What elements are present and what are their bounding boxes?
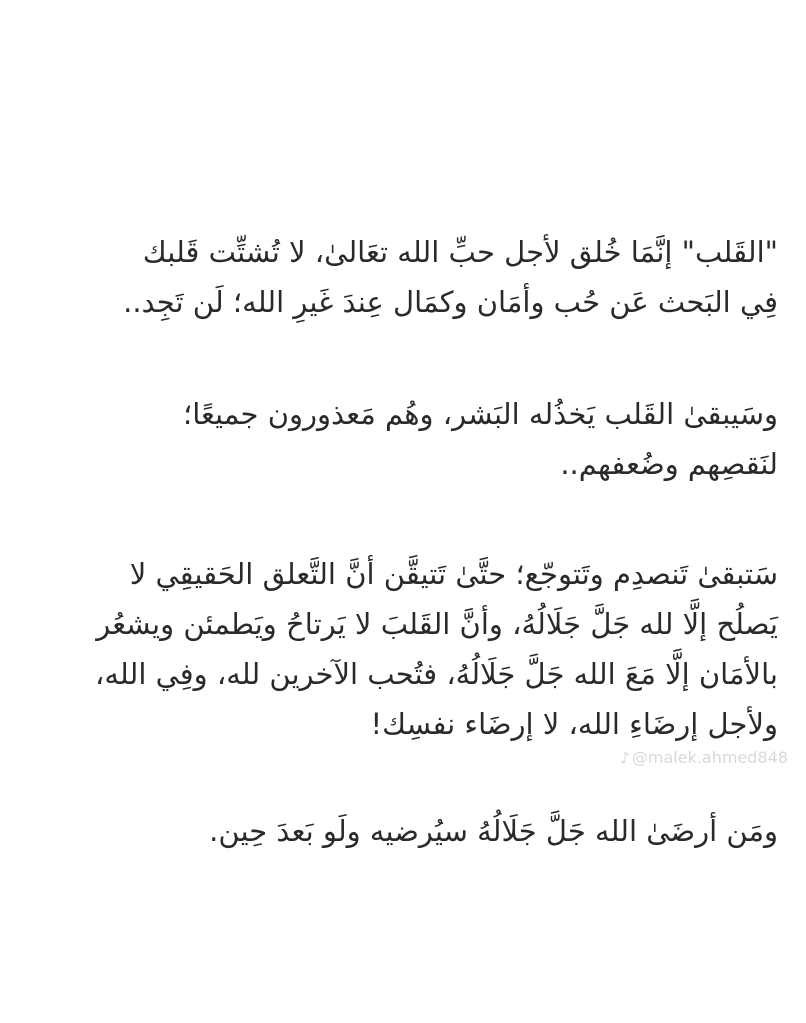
text-line: لنَقصِهم وضُعفهم.. <box>560 447 778 481</box>
paragraph-3 <box>18 549 778 749</box>
text-line: بالأمَان إلَّا مَعَ الله جَلَّ جَلَالُهُ، فتُحب الآخرين لله، وفِي الله، <box>94 657 778 691</box>
text-line: ولأجل إرضَاءِ الله، لا إرضَاء نفسِك! <box>370 707 778 741</box>
paragraph-4 <box>18 806 778 856</box>
watermark-handle: @malek.ahmed848 <box>631 748 788 767</box>
text-line: وسَيبقىٰ القَلب يَخذُله البَشر، وهُم مَعذورون جميعًا؛ <box>182 397 778 431</box>
text-line: ومَن أرضَىٰ الله جَلَّ جَلَالُهُ سيُرضيه ولَو بَعدَ حِين. <box>209 814 778 848</box>
watermark <box>620 748 788 767</box>
paragraph-2 <box>18 389 778 489</box>
text-line: سَتبقىٰ تَنصدِم وتَتوجّع؛ حتَّىٰ تَتيقَّن أنَّ التَّعلق الحَقيقِي لا <box>129 557 778 591</box>
tiktok-icon: ♪ <box>620 749 630 767</box>
text-line: "القَلب" إنَّمَا خُلق لأجل حبِّ الله تعَالىٰ، لا تُشتِّت قَلبك <box>142 235 778 269</box>
text-line: فِي البَحث عَن حُب وأمَان وكمَال عِندَ غَيرِ الله؛ لَن تَجِد.. <box>123 285 778 319</box>
paragraph-1 <box>18 227 778 327</box>
text-line: يَصلُح إلَّا لله جَلَّ جَلَالُهُ، وأنَّ القَلبَ لا يَرتاحُ ويَطمئن ويشعُر <box>96 607 778 641</box>
